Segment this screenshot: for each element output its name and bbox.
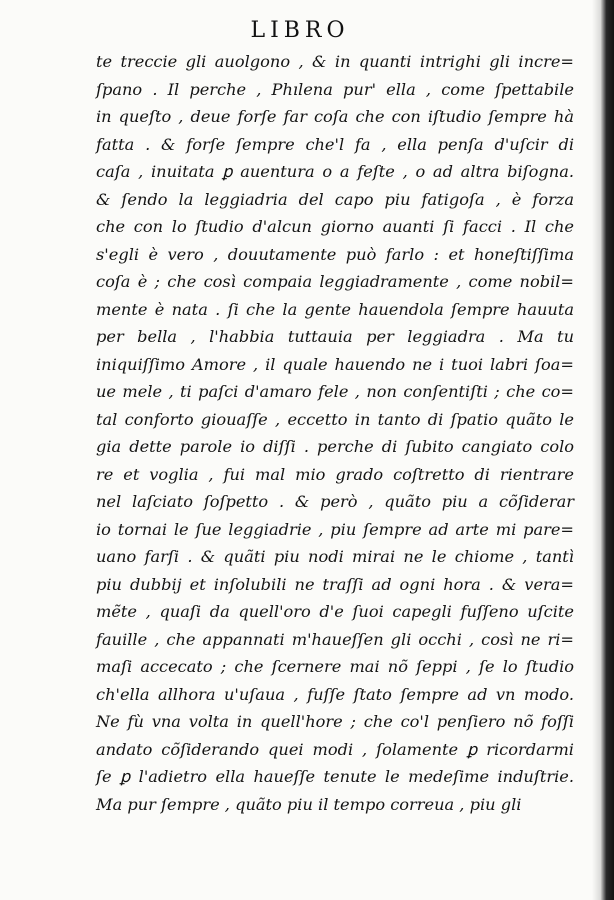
text-line: mẽte , quaſi da quell'oro d'e ſuoi capegli fuſſeno uſcite: [96, 602, 574, 621]
text-line: ſe ꝑ l'adietro ella haueſſe tenute le medeſime induſtrie.: [96, 767, 574, 786]
text-line: iniquiſſimo Amore , il quale hauendo ne i tuoi labri ſoa=: [96, 354, 574, 374]
text-line: mente è nata . ſi che la gente hauendola ſempre hauuta: [96, 299, 574, 319]
text-line: maſi accecato ; che ſcernere mai nõ ſeppi , ſe lo ſtudio: [96, 657, 574, 676]
text-line: in queſto , deue forſe far coſa che con iſtudio ſempre hà: [96, 107, 574, 126]
text-line: nel laſciato ſoſpetto . & però , quãto piu a cõſiderar: [96, 492, 574, 511]
page-edge-shadow: [592, 0, 600, 900]
page-binding-edge: [600, 0, 614, 900]
running-header: LIBRO: [250, 18, 350, 43]
text-line: che con lo ſtudio d'alcun giorno auanti ſi facci . Il che: [96, 217, 574, 236]
text-line: uano farſi . & quãti piu nodi mirai ne le chiome , tantì: [96, 547, 574, 566]
text-line: fauille , che appannati m'haueſſen gli occhi , così ne ri=: [96, 629, 574, 649]
text-line: fatta . & forſe ſempre che'l fa , ella penſa d'uſcir di: [96, 134, 574, 154]
text-line: per bella , l'habbia tuttauia per leggiadra . Ma tu: [96, 327, 574, 346]
text-line: coſa è ; che così compaia leggiadramente , come nobil=: [96, 272, 574, 291]
text-line: re et voglia , fui mal mio grado coſtretto di rientrare: [96, 464, 574, 484]
text-line: Ma pur ſempre , quãto piu il tempo correua , piu gli: [96, 794, 522, 814]
body-text: [96, 48, 574, 818]
text-line: piu dubbij et inſolubili ne traſſi ad ogni hora . & vera=: [96, 574, 574, 594]
text-line: io tornai le ſue leggiadrie , piu ſempre ad arte mi pare=: [96, 519, 574, 539]
text-line: ch'ella allhora u'uſaua , fuſſe ſtato ſempre ad vn modo.: [96, 684, 574, 704]
text-line: te treccie gli auolgono , & in quanti intrighi gli incre=: [96, 52, 574, 71]
text-line: tal conforto giouaſſe , eccetto in tanto di ſpatio quãto le: [96, 409, 574, 429]
text-line: Ne fù vna volta in quell'hore ; che co'l penſiero nõ foſſi: [96, 712, 574, 731]
text-line: caſa , inuitata ꝑ auentura o a feſte , o ad altra biſogna.: [96, 162, 574, 181]
text-line: ſpano . Il perche , Phılena pur' ella , come ſpettabile: [96, 79, 574, 99]
text-line: s'egli è vero , douutamente può farlo : et honeſtiſſima: [96, 244, 574, 264]
text-line: andato cõſiderando quei modi , ſolamente ꝑ ricordarmi: [96, 739, 574, 759]
text-line: ue mele , ti paſci d'amaro fele , non conſentiſti ; che co=: [96, 382, 574, 401]
text-line: & ſendo la leggiadria del capo piu fatigoſa , è forza: [96, 189, 574, 209]
text-line: gia dette parole io diſſi . perche di ſubito cangiato colo: [96, 437, 574, 456]
